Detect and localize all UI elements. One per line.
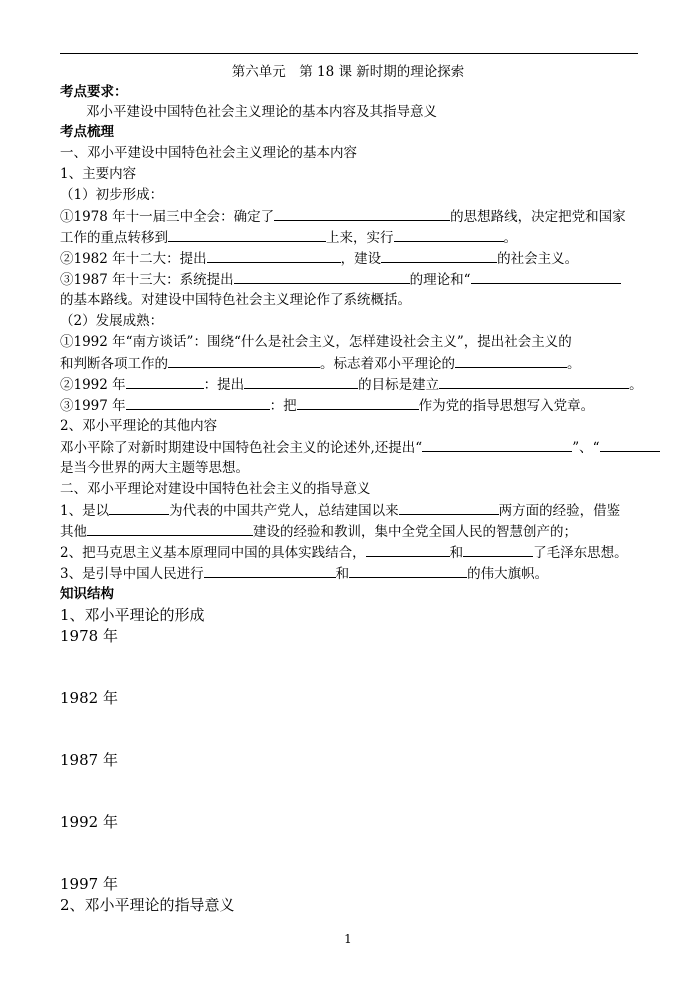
lesson-title: 第六单元 第 18 课 新时期的理论探索 — [231, 64, 465, 80]
line-southern-talks: ①1992 年“南方谈话”：围绕“什么是社会主义，怎样建设社会主义”，提出社会主义的 — [60, 334, 572, 350]
blank-field[interactable] — [394, 227, 504, 242]
blank-field[interactable] — [399, 500, 499, 515]
blank-field[interactable] — [381, 248, 497, 263]
blank-field[interactable] — [126, 374, 204, 389]
blank-field[interactable] — [274, 206, 450, 221]
line-guidance-3: 3、是引导中国人民进行 和 的伟大旗帜。 — [60, 563, 548, 584]
year-label: 1997 年 — [60, 875, 118, 893]
blank-field[interactable] — [463, 542, 533, 557]
year-label: 1978 年 — [60, 627, 118, 645]
year-label: 1992 年 — [60, 813, 118, 831]
blank-field[interactable] — [168, 353, 320, 368]
blank-field[interactable] — [422, 437, 572, 452]
blank-field[interactable] — [600, 437, 660, 452]
line-two-themes: 是当今世界的两大主题等思想。 — [60, 460, 249, 476]
structure-item-significance: 2、邓小平理论的指导意义 — [60, 896, 235, 914]
line-basic-line: 的基本路线。对建设中国特色社会主义理论作了系统概括。 — [60, 292, 411, 308]
structure-heading: 知识结构 — [60, 586, 114, 602]
blank-field[interactable] — [455, 353, 567, 368]
blank-field[interactable] — [234, 269, 410, 284]
blank-field[interactable] — [207, 248, 341, 263]
section-2-heading: 二、邓小平理论对建设中国特色社会主义的指导意义 — [60, 481, 371, 497]
line-guidance-2: 2、把马克思主义基本原理同中国的具体实践结合， 和 了毛泽东思想。 — [60, 542, 628, 563]
line-1992: ②1992 年 ：提出 的目标是建立 。 — [60, 374, 643, 395]
subsection-other-content: 2、邓小平理论的其他内容 — [60, 418, 218, 434]
line-guidance-1: 1、是以 为代表的中国共产党人，总结建国以来 两方面的经验，借鉴 — [60, 500, 620, 521]
blank-field[interactable] — [297, 395, 419, 410]
line-1978: ①1978 年十一届三中全会：确定了 的思想路线，决定把党和国家 — [60, 206, 626, 227]
review-heading: 考点梳理 — [60, 124, 114, 140]
header-rule — [60, 53, 638, 54]
part-development: （2）发展成熟： — [60, 313, 164, 329]
subsection-main-content: 1、主要内容 — [60, 166, 137, 182]
blank-field[interactable] — [349, 563, 467, 578]
line-1997: ③1997 年 ：把 作为党的指导思想写入党章。 — [60, 395, 594, 416]
section-1-heading: 一、邓小平建设中国特色社会主义理论的基本内容 — [60, 145, 357, 161]
blank-field[interactable] — [366, 542, 450, 557]
blank-field[interactable] — [109, 500, 169, 515]
page-number: 1 — [344, 932, 352, 946]
year-label: 1987 年 — [60, 751, 118, 769]
blank-field[interactable] — [471, 269, 621, 284]
line-1987: ③1987 年十三大：系统提出 的理论和“ — [60, 269, 621, 290]
line-1982: ②1982 年十二大：提出 ，建设 的社会主义。 — [60, 248, 578, 269]
part-initial-formation: （1）初步形成： — [60, 187, 164, 203]
year-label: 1982 年 — [60, 689, 118, 707]
blank-field[interactable] — [204, 563, 336, 578]
requirements-heading: 考点要求： — [60, 84, 128, 100]
line-other-theories: 邓小平除了对新时期建设中国特色社会主义的论述外,还提出“ ”、“ — [60, 437, 660, 458]
requirements-text: 邓小平建设中国特色社会主义理论的基本内容及其指导意义 — [86, 104, 437, 120]
line-guidance-1-cont: 其他 建设的经验和教训，集中全党全国人民的智慧创产的； — [60, 521, 577, 542]
line-judging-criteria: 和判断各项工作的 。标志着邓小平理论的 。 — [60, 353, 581, 374]
blank-field[interactable] — [244, 374, 358, 389]
line-focus-shift: 工作的重点转移到 上来，实行 。 — [60, 227, 517, 248]
blank-field[interactable] — [439, 374, 629, 389]
blank-field[interactable] — [168, 227, 326, 242]
structure-item-formation: 1、邓小平理论的形成 — [60, 606, 205, 624]
blank-field[interactable] — [126, 395, 270, 410]
blank-field[interactable] — [87, 521, 253, 536]
